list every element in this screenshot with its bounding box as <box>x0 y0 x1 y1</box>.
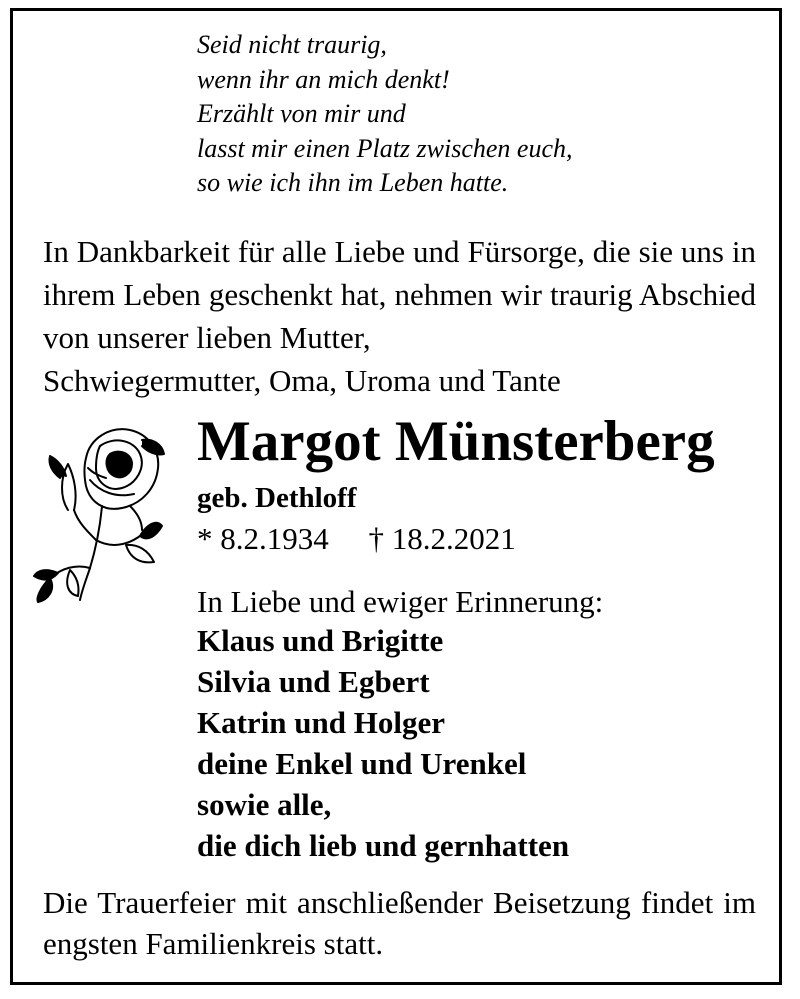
poem <box>197 28 573 201</box>
mourner-entry: Klaus und Brigitte <box>197 623 444 658</box>
intro-line: Schwiegermutter, Oma, Uroma und Tante <box>43 363 561 398</box>
closing-line: findet im engsten Familienkreis statt. <box>43 885 756 961</box>
deceased-name: Margot Münsterberg <box>197 410 715 473</box>
intro-line: traurig Abschied von unserer lieben Mutter, <box>43 277 756 355</box>
life-dates <box>197 520 516 558</box>
death-date: † 18.2.2021 <box>368 521 516 556</box>
poem-line: lasst mir einen Platz zwischen euch, <box>197 133 573 163</box>
poem-line: so wie ich ihn im Leben hatte. <box>197 168 509 197</box>
poem-line: Erzählt von mir und <box>197 99 406 128</box>
closing-line: Die Trauerfeier mit anschließender Beisetzung <box>43 885 631 920</box>
mourner-entry: deine Enkel und Urenkel <box>197 746 527 781</box>
closing-paragraph <box>43 882 756 964</box>
intro-line: In Dankbarkeit für alle Liebe und Fürsorge, die <box>43 234 631 269</box>
mourner-entry: Katrin und Holger <box>197 705 446 740</box>
maiden-name: geb. Dethloff <box>197 482 357 514</box>
mourners-intro: In Liebe und ewiger Erinnerung: <box>197 584 604 619</box>
birth-date: * 8.2.1934 <box>197 521 329 556</box>
mourners-list <box>197 620 569 866</box>
mourner-entry: die dich lieb und gernhatten <box>197 828 570 863</box>
mourner-entry: Silvia und Egbert <box>197 664 430 699</box>
rose-icon <box>30 418 170 603</box>
mourner-entry: sowie alle, <box>197 787 332 822</box>
poem-line: Seid nicht traurig, <box>197 30 387 59</box>
intro-line: sie uns in ihrem Leben geschenkt hat, nehmen wir <box>43 234 756 312</box>
poem-line: wenn ihr an mich denkt! <box>197 64 450 94</box>
intro-paragraph <box>43 230 756 402</box>
